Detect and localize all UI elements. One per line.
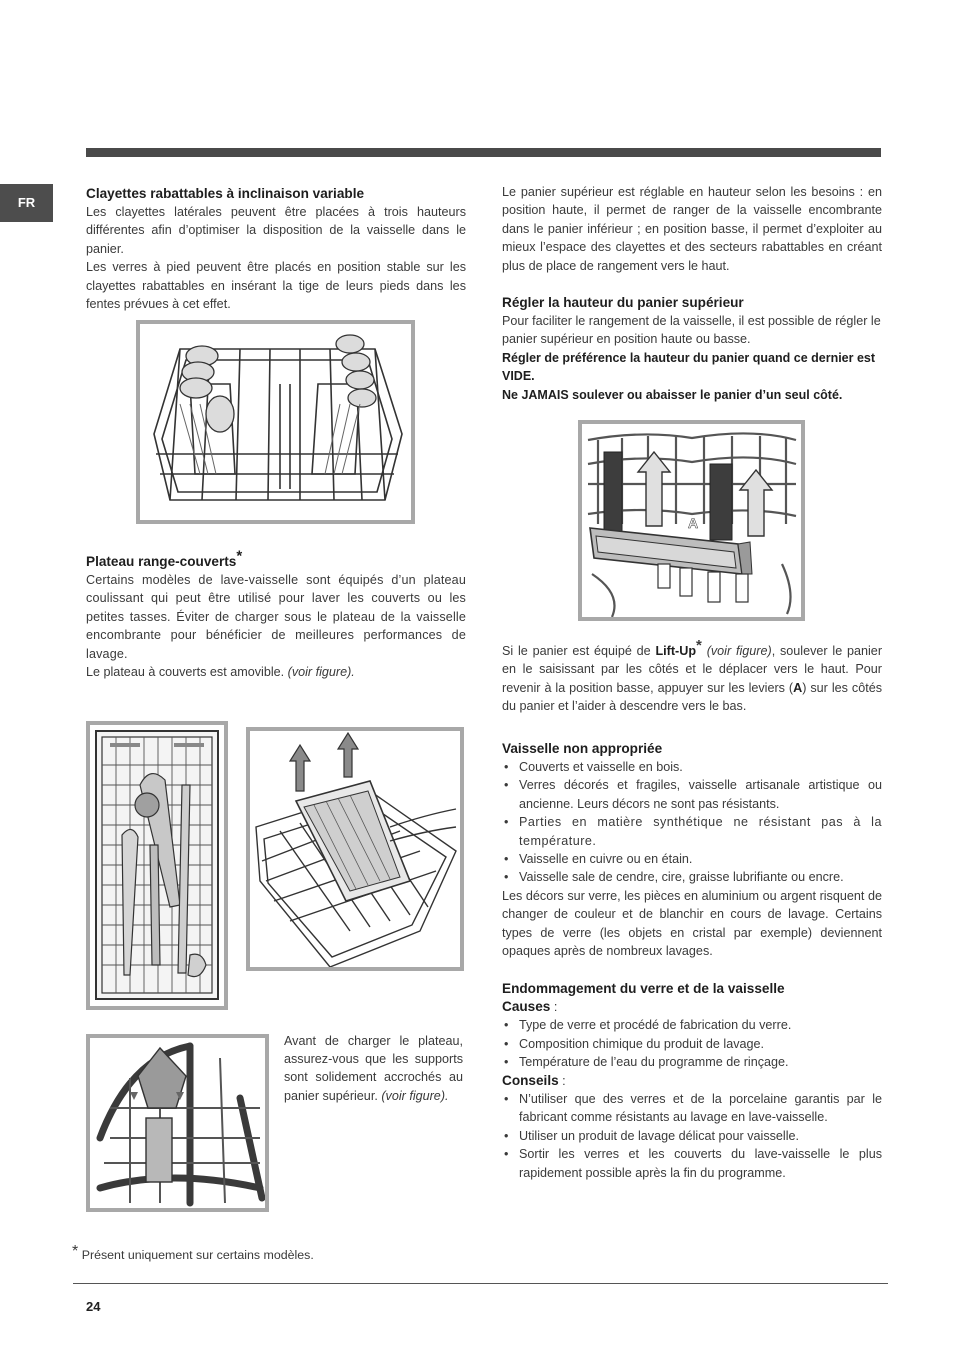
- non-appropriate-section: [502, 740, 882, 960]
- lift-up-section: [502, 636, 883, 716]
- tray-removal-figure: [246, 727, 464, 971]
- section-title-clayettes: Clayettes rabattables à inclinaison variable: [86, 186, 365, 201]
- causes-list: [502, 1016, 882, 1071]
- cutlery-tray-illustration: [90, 725, 224, 1006]
- list-item: • N’utiliser que des verres et de la porcelaine garantis par le fabricant comme résistants au lavage en lave-vaisselle.: [502, 1090, 882, 1127]
- list-item: • Parties en matière synthétique ne résistant pas à la température.: [502, 813, 882, 850]
- list-item: • Verres décorés et fragiles, vaisselle artisanale artistique ou ancienne. Leurs décors ne sont pas résistants.: [502, 776, 882, 813]
- list-item: • Vaisselle sale de cendre, cire, graisse lubrifiante ou encre.: [502, 868, 882, 886]
- tray-removal-illustration: [250, 731, 460, 967]
- footer-rule: [73, 1283, 888, 1284]
- basket-illustration: [140, 324, 411, 520]
- footnote-star: *: [236, 547, 243, 565]
- non-appropriate-list: [502, 758, 882, 887]
- language-tab: FR: [0, 184, 53, 222]
- support-caption: Avant de charger le plateau, assurez-vous que les supports sont solidement accrochés au panier supérieur. (voir figure).: [284, 1034, 463, 1103]
- plateau-section: [86, 547, 466, 681]
- list-item: • Sortir les verres et les couverts du lave-vaisselle le plus rapidement possible après la fin du programme.: [502, 1145, 882, 1182]
- section-title-plateau: Plateau range-couverts*: [86, 547, 243, 569]
- decor-paragraph: Les décors sur verre, les pièces en aluminium ou argent risquent de changer de couleur et de blanchir en cours de lavage. Certains types de verre (les objets en cristal par exemple) deviennent opaques après de nombreux lavages.: [502, 888, 882, 959]
- list-item: • Température de l’eau du programme de rinçage.: [502, 1053, 882, 1071]
- plateau-paragraph-1: Certains modèles de lave-vaisselle sont équipés d’un plateau coulissant qui peut être utilisé pour laver les couverts ou les petites tasses. Éviter de charger sous le plateau de la vaisselle encombrante pour bénéficier de meilleures performances de lavage.: [86, 573, 466, 661]
- lift-up-illustration: [582, 424, 801, 617]
- regler-warning-2: Ne JAMAIS soulever ou abaisser le panier d’un seul côté.: [502, 387, 843, 402]
- conseils-list: [502, 1090, 882, 1182]
- page-number: 24: [86, 1299, 101, 1314]
- right-column: [502, 183, 882, 404]
- list-item: • Couverts et vaisselle en bois.: [502, 758, 882, 776]
- list-item: • Type de verre et procédé de fabrication du verre.: [502, 1016, 882, 1034]
- intro-paragraph: Le panier supérieur est réglable en hauteur selon les besoins : en position haute, il permet de ranger de la vaisselle encombrante dans le panier inférieur ; en position basse, il permet d’exploiter au mieux l’espace des clayettes et des secteurs rabattables en créant plus de place de rangement vers le haut.: [502, 185, 882, 273]
- plateau-paragraph-2: Le plateau à couverts est amovible. (voir figure).: [86, 665, 355, 680]
- clayettes-paragraph-1: Les clayettes latérales peuvent être placées à trois hauteurs différentes afin d’optimiser la disposition de la vaisselle dans le panier.: [86, 205, 466, 256]
- causes-heading: Causes :: [502, 999, 558, 1014]
- tray-support-illustration: [90, 1038, 265, 1208]
- section-title-regler: Régler la hauteur du panier supérieur: [502, 295, 744, 311]
- list-item: • Composition chimique du produit de lavage.: [502, 1035, 882, 1053]
- regler-paragraph: Pour faciliter le rangement de la vaisselle, il est possible de régler le panier supérieur en position haute ou basse.: [502, 314, 881, 347]
- list-item: • Vaisselle en cuivre ou en étain.: [502, 850, 882, 868]
- lift-up-figure: [578, 420, 805, 621]
- left-column: [86, 185, 466, 313]
- section-title-endommagement: Endommagement du verre et de la vaisselle: [502, 981, 785, 996]
- list-item: • Utiliser un produit de lavage délicat pour vaisselle.: [502, 1127, 882, 1145]
- damage-section: [502, 980, 882, 1182]
- header-rule: [86, 148, 881, 157]
- tray-support-figure: [86, 1034, 269, 1212]
- lever-label: A: [688, 515, 699, 531]
- cutlery-tray-figure: [86, 721, 228, 1010]
- footnote: * Présent uniquement sur certains modèles.: [72, 1243, 314, 1262]
- lift-up-paragraph: Si le panier est équipé de Lift-Up* (voir figure), soulever le panier en le saisissant par les côtés et le déplacer vers le haut. Pour revenir à la position basse, appuyer sur les leviers (A) sur les côtés du panier et l’aider à descendre vers le bas.: [502, 636, 883, 714]
- regler-warning-1: Régler de préférence la hauteur du panier quand ce dernier est VIDE.: [502, 350, 876, 384]
- section-title-non-appropriee: Vaisselle non appropriée: [502, 741, 663, 756]
- upper-basket-figure: [136, 320, 415, 524]
- conseils-heading: Conseils :: [502, 1072, 566, 1088]
- clayettes-paragraph-2: Les verres à pied peuvent être placés en position stable sur les clayettes rabattables en insérant la tige de leurs pieds dans les fentes prévues à cet effet.: [86, 260, 466, 312]
